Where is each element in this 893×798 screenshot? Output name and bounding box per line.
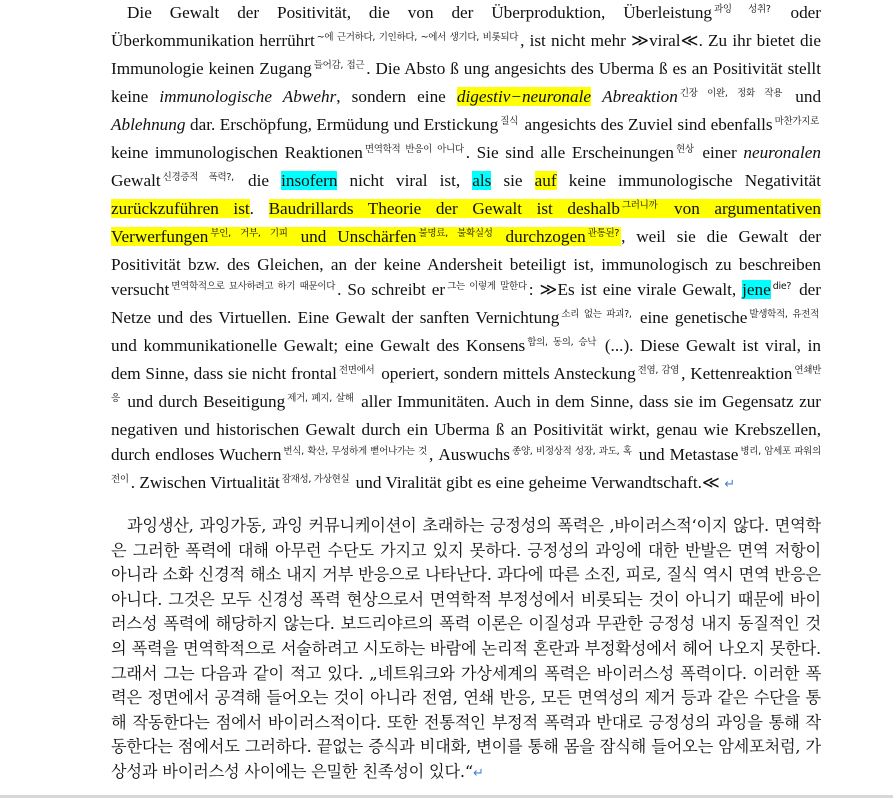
text-run: . So schreibt er	[337, 280, 446, 299]
text-run: der Netze und des Virtuellen. Eine Gewalt der sanften Vernichtung	[111, 280, 822, 327]
gloss-annotation: 종양, 비정상적 성장, 과도, 혹	[512, 446, 632, 457]
text-run: , Auswuchs	[429, 445, 510, 464]
gloss-annotation: 전염, 감염	[637, 365, 680, 376]
italic-run: immunologische Abwehr	[159, 87, 337, 106]
paragraph-mark-icon: ↵	[724, 477, 736, 492]
text-run: . Sie sind alle Erscheinungen	[465, 143, 674, 162]
text-run: und	[795, 87, 822, 106]
text-run: keine immunologischen Reaktionen	[111, 143, 363, 162]
highlight-cyan: jene	[742, 280, 771, 299]
paragraph-mark-icon: ↵	[472, 765, 484, 781]
text-run: operiert, sondern mittels Ansteckung	[381, 364, 636, 383]
highlight-yellow: auf	[534, 171, 557, 190]
gloss-annotation: 관통된?	[587, 228, 620, 239]
text-run: einer	[702, 143, 737, 162]
text-run: von argumentativen Verwerfungen	[111, 199, 821, 246]
gloss-annotation: 그러니까	[621, 200, 658, 211]
text-run: , sondern eine	[336, 87, 446, 106]
highlight-yellow: digestiv−neuronale	[456, 87, 592, 106]
text-run: nicht viral ist,	[349, 171, 461, 190]
text-run: sie	[503, 171, 523, 190]
text-run: .	[249, 199, 254, 218]
gloss-annotation: 합의, 동의, 승낙	[527, 337, 597, 348]
text-run: . Die Absto ß ung angesichts des Uberma ß es an Positivität stellt keine	[111, 59, 821, 106]
gloss-annotation: 전면에서	[338, 365, 375, 376]
italic-run: Abreaktion	[602, 87, 678, 106]
text-run: 과잉생산, 과잉가동, 과잉 커뮤니케이션이 초래하는 긍정성의 폭력은 ‚바이러스적‘이지 않다. 면역학은 그러한 폭력에 대해 아무런 수단도 가지고 있지 못하다. 긍정성의 과잉에 대한 반발은 면역 저항이 아니라 소화 신경적 해소 내지 거부 반응으로 나타난다. 과다에 따른 소진, 피로, 질식 역시 면역 반응은 아니다. 그것은 모두 신경성 폭력 현상으로서 면역학적 부정성에서 비롯되는 것이 아니기 때문에 바이러스성 폭력에 해당하지 않는다. 보드리야르의 폭력 이론은 이질성과 무관한 긍정성 내지 동질적인 것의 폭력을 면역학적으로 서술하려고 시도하는 바람에 논리적 혼란과 부정확성에서 헤어 나오지 못한다. 그래서 그는 다음과 같이 적고 있다. „네트워크와 가상세계의 폭력은 바이러스성 폭력이다. 이러한 폭력은 정면에서 공격해 들어오는 것이 아니라 전염, 연쇄 반응, 모든 면역성의 제거 등과 같은 수단을 통해 작동한다는 점에서 바이러스적이다. 또한 전통적인 부정적 폭력과 반대로 긍정성의 과잉을 통해 작동한다는 점에서도 그러하다. 끝없는 증식과 비대화, 변이를 통해 몸을 잠식해 들어오는 암세포처럼, 가상성과 바이러스성 사이에는 은밀한 친족성이 있다.“	[111, 516, 821, 781]
text-run: Gewalt	[111, 171, 161, 190]
text-run: und Viralität gibt es eine geheime Verwandtschaft.≪	[355, 473, 720, 492]
korean-paragraph[interactable]	[111, 514, 821, 787]
gloss-annotation: 연쇄반응	[111, 365, 821, 404]
gloss-annotation: 소리 없는 파괴?,	[561, 309, 632, 320]
german-paragraph[interactable]	[111, 0, 821, 498]
text-run: Die Gewalt der Positivität, die von der Überproduktion, Überleistung	[127, 3, 713, 22]
text-run: und durch Beseitigung	[127, 392, 286, 411]
text-run: , weil sie die Gewalt der Positivität bzw. des Gleichen, an der keine Andersheit beteiligt ist, immunologisch zu beschreiben versucht	[111, 227, 822, 299]
text-run: angesichts des Zuviel sind ebenfalls	[524, 115, 773, 134]
italic-run: Ablehnung	[111, 115, 186, 134]
text-run: aller Immunitäten. Auch in dem Sinne, dass sie im Gegensatz zur negativen und historischen Gewalt durch ein Uberma ß an Positivität wirkt, genau wie Krebszellen, durch endloses Wuchern	[111, 392, 822, 464]
text-run: die	[248, 171, 269, 190]
text-run: und Metastase	[638, 445, 739, 464]
gloss-annotation: 현상	[676, 144, 694, 155]
text-run: durchzogen	[505, 227, 586, 246]
text-run: eine genetische	[639, 308, 748, 327]
gloss-annotation: 부인, 거부, 기피	[210, 228, 288, 239]
gloss-annotation: 긴장 이완, 정화 작용	[679, 88, 783, 99]
gloss-annotation: 번식, 확산, 무성하게 뻗어나가는 것	[283, 446, 428, 457]
gloss-annotation: 그는 이렇게 말한다	[447, 281, 527, 292]
gloss-annotation: 병리, 암세포 파워의 전이	[111, 446, 822, 485]
text-run: oder Überkommunikation herrührt	[111, 3, 822, 50]
gloss-annotation: 제거, 폐지, 살해	[287, 393, 354, 404]
text-run: keine immunologische Negativität	[568, 171, 822, 190]
gloss-annotation: 신경증적 폭력?,	[162, 172, 234, 183]
text-run: : ≫Es ist eine virale Gewalt,	[528, 280, 737, 299]
text-run: und Unschärfen	[300, 227, 417, 246]
document-page	[111, 0, 821, 787]
gloss-annotation: die?	[772, 281, 792, 292]
highlight-yellow: zurückzuführen ist	[111, 199, 250, 218]
text-run: , Kettenreaktion	[681, 364, 793, 383]
text-run: , ist nicht mehr ≫viral≪. Zu ihr bietet die Immunologie keinen Zugang	[111, 31, 821, 78]
gloss-annotation: 불명료, 불확실성	[418, 228, 493, 239]
gloss-annotation: 과잉 성취?	[714, 4, 771, 15]
gloss-annotation: 잠재성, 가상현실	[281, 474, 350, 485]
highlight-cyan: als	[472, 171, 492, 190]
text-run: und kommunikationelle Gewalt; eine Gewalt des Konsens	[111, 336, 526, 355]
gloss-annotation: 들어감, 접근	[313, 60, 365, 71]
text-run: Baudrillards Theorie der Gewalt ist deshalb	[268, 199, 620, 218]
text-run: (...). Diese Gewalt ist viral, in dem Sinne, dass sie nicht frontal	[111, 336, 821, 383]
gloss-annotation: 면역학적으로 묘사하려고 하기 때문이다	[171, 281, 336, 292]
gloss-annotation: ~에 근거하다, 기인하다, ~에서 생기다, 비롯되다	[316, 32, 519, 43]
gloss-annotation: 발생학적, 유전적	[749, 309, 819, 320]
text-run: . Zwischen Virtualität	[130, 473, 280, 492]
text-run: dar. Erschöpfung, Ermüdung und Erstickung	[189, 115, 499, 134]
highlight-cyan: insofern	[281, 171, 338, 190]
gloss-annotation: 면역학적 반응이 아니다	[364, 144, 464, 155]
italic-run: neuronalen	[743, 143, 821, 162]
gloss-annotation: 마찬가지로	[774, 116, 820, 127]
gloss-annotation: 질식	[500, 116, 519, 127]
